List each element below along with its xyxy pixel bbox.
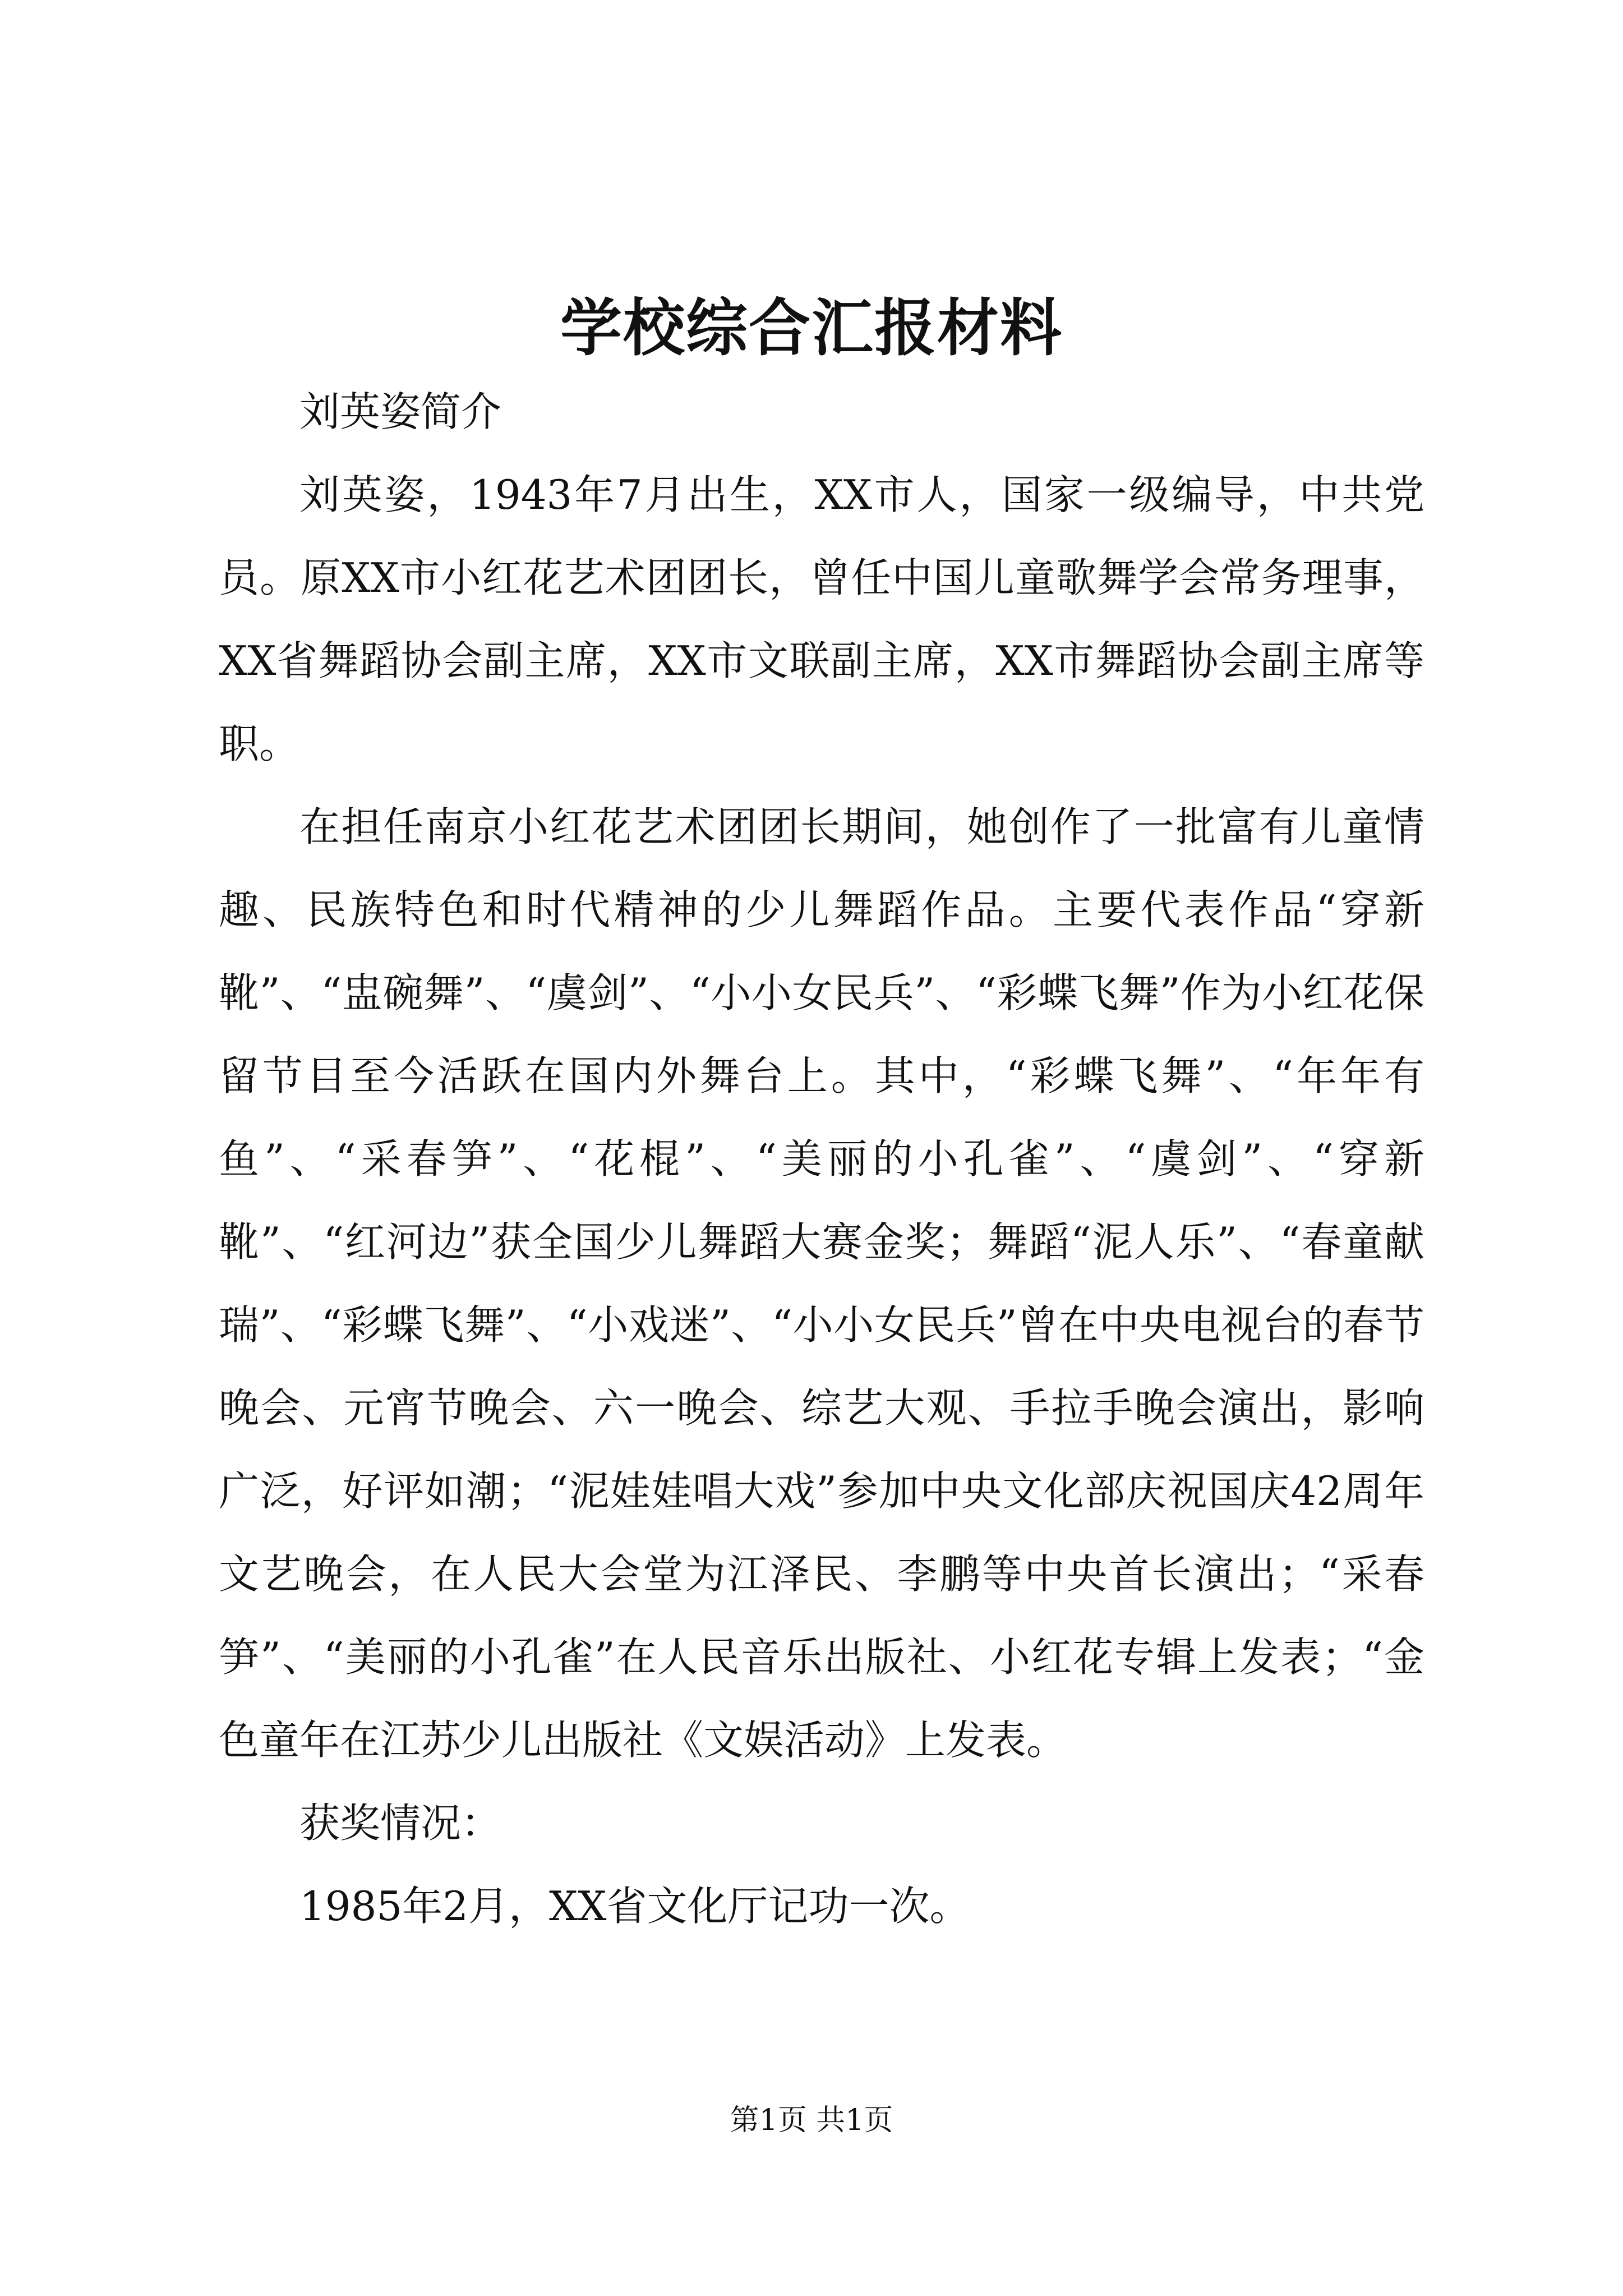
paragraph-award-1985: 1985年2月，XX省文化厅记功一次。 bbox=[299, 1883, 970, 1930]
document-body bbox=[219, 370, 1424, 1948]
page-number-footer: 第1页 共1页 bbox=[730, 2104, 893, 2137]
section-heading-profile: 刘英姿简介 bbox=[299, 388, 502, 435]
paragraph-biography: 刘英姿，1943年7月出生，XX市人，国家一级编导，中共党员。原XX市小红花艺术团团长，曾任中国儿童歌舞学会常务理事，XX省舞蹈协会副主席，XX市文联副主席，XX市舞蹈协会副主席等职。 bbox=[219, 471, 1424, 767]
paragraph-works: 在担任南京小红花艺术团团长期间，她创作了一批富有儿童情趣、民族特色和时代精神的少儿舞蹈作品。主要代表作品“穿新靴”、“盅碗舞”、“虞剑”、“小小女民兵”、“彩蝶飞舞”作为小红花保留节目至今活跃在国内外舞台上。其中，“彩蝶飞舞”、“年年有鱼”、“采春笋”、“花棍”、“美丽的小孔雀”、“虞剑”、“穿新靴”、“红河边”获全国少儿舞蹈大赛金奖；舞蹈“泥人乐”、“春童献瑞”、“彩蝶飞舞”、“小戏迷”、“小小女民兵”曾在中央电视台的春节晚会、元宵节晚会、六一晚会、综艺大观、手拉手晚会演出，影响广泛，好评如潮；“泥娃娃唱大戏”参加中央文化部庆祝国庆42周年文艺晚会，在人民大会堂为江泽民、李鹏等中央首长演出；“采春笋”、“美丽的小孔雀”在人民音乐出版社、小红花专辑上发表；“金色童年在江苏少儿出版社《文娱活动》上发表。 bbox=[219, 803, 1424, 1764]
document-title: 学校综合汇报材料 bbox=[560, 292, 1063, 364]
section-heading-awards: 获奖情况： bbox=[299, 1800, 502, 1847]
